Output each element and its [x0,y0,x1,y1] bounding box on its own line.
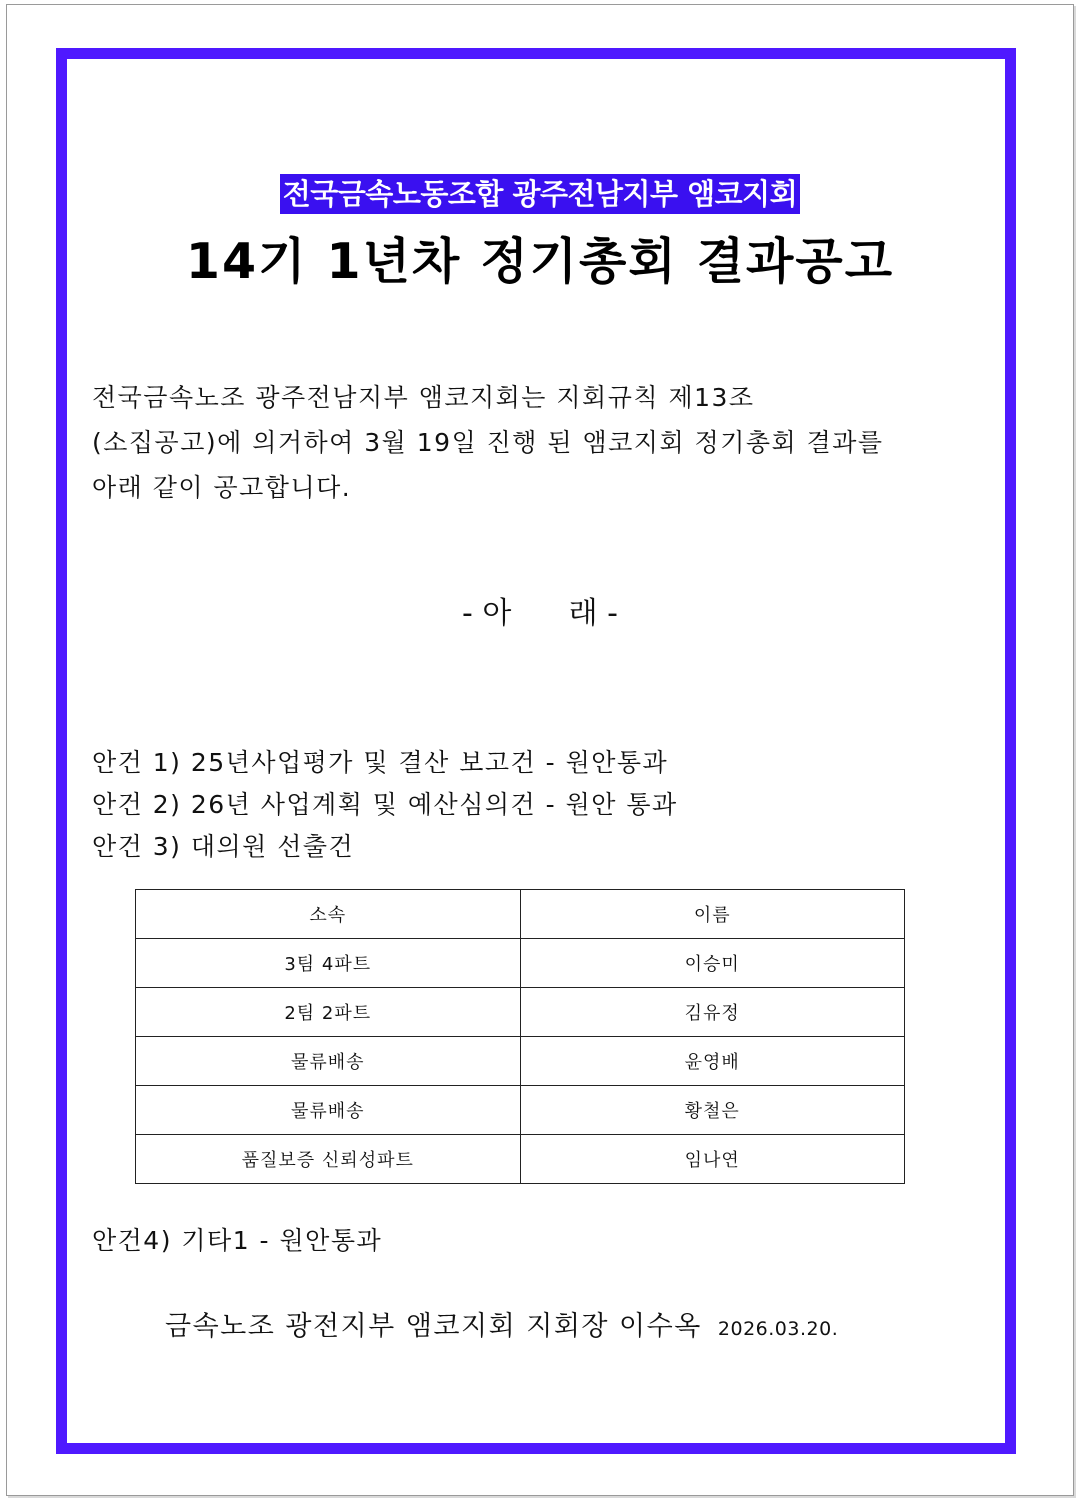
name-cell: 김유정 [520,988,905,1037]
agenda-item-4: 안건4) 기타1 - 원안통과 [92,1226,383,1255]
notice-title: 14기 1년차 정기총회 결과공고 [185,233,895,290]
table-row [136,1135,905,1184]
affiliation-cell: 품질보증 신뢰성파트 [136,1135,521,1184]
agenda-item: 안건 1) 25년사업평가 및 결산 보고건 - 원안통과 [92,748,669,777]
notice-date: 2026.03.20. [717,1318,839,1340]
affiliation-cell: 2팀 2파트 [136,988,521,1037]
delegates-table [135,889,905,1184]
name-cell: 황철은 [520,1086,905,1135]
organization-header [0,174,1080,214]
table-row [136,939,905,988]
section-heading: - 아 래 - [462,596,618,631]
notice-body [92,375,992,510]
affiliation-cell: 3팀 4파트 [136,939,521,988]
name-cell: 윤영배 [520,1037,905,1086]
agenda-list [92,742,678,868]
body-line: 전국금속노조 광주전남지부 앰코지회는 지회규칙 제13조 [92,383,755,412]
signature-line [165,1305,838,1351]
column-header-affiliation: 소속 [136,890,521,939]
affiliation-cell: 물류배송 [136,1037,521,1086]
affiliation-cell: 물류배송 [136,1086,521,1135]
body-line: (소집공고)에 의거하여 3월 19일 진행 된 앰코지회 정기총회 결과를 [92,428,884,457]
signatory: 금속노조 광전지부 앰코지회 지회장 이수옥 [165,1311,702,1342]
name-cell: 임나연 [520,1135,905,1184]
name-cell: 이승미 [520,939,905,988]
agenda-item: 안건 3) 대의원 선출건 [92,832,355,861]
table-row [136,988,905,1037]
column-header-name: 이름 [520,890,905,939]
table-row [136,1086,905,1135]
organization-name: 전국금속노동조합 광주전남지부 앰코지회 [280,174,800,214]
table-row [136,1037,905,1086]
body-line: 아래 같이 공고합니다. [92,473,352,502]
table-header-row [136,890,905,939]
agenda-item: 안건 2) 26년 사업계획 및 예산심의건 - 원안 통과 [92,790,678,819]
